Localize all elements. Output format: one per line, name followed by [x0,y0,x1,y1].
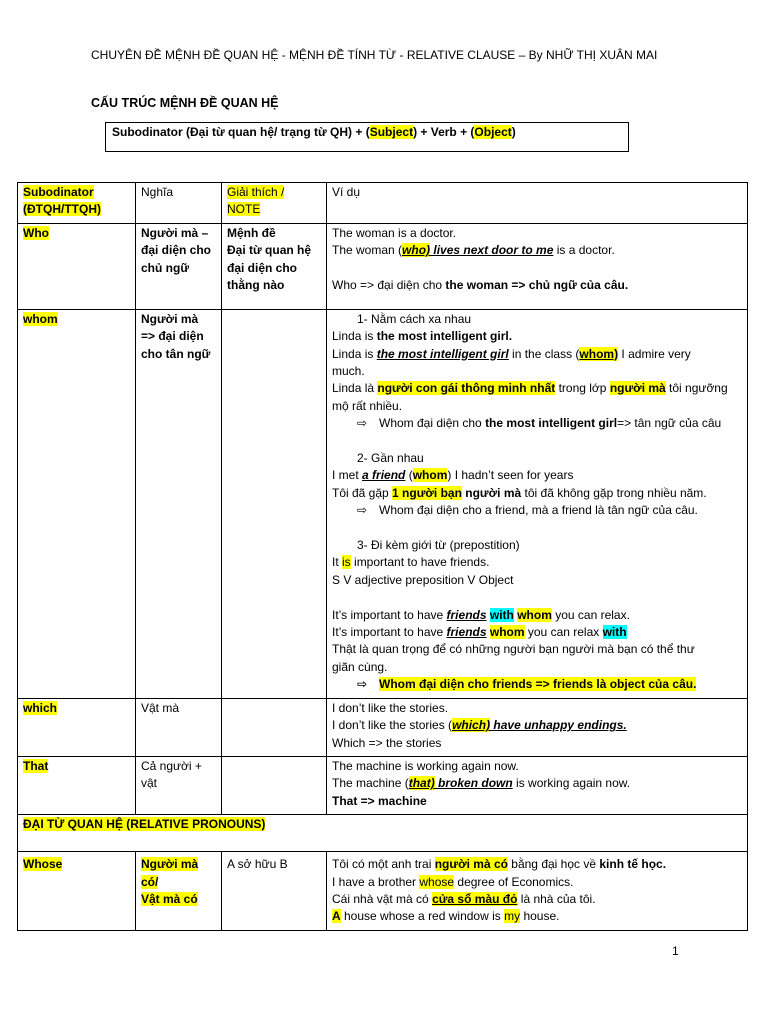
meaning-line: Người mà – [141,225,209,240]
subsection-title: 3- Đi kèm giới từ (prepostition) [357,538,520,553]
meaning-cell [136,852,222,931]
header-cell-meaning [136,183,222,224]
meaning-cell [136,756,222,814]
header-text: Ví dụ [332,185,361,199]
example-cell [327,309,748,698]
example-line: Tôi có một anh trai người mà có bằng đại học về kinh tế học. [332,857,667,872]
table-row-which [18,698,748,756]
example-line: Tôi đã gặp 1 người bạn người mà tôi đã không gặp trong nhiều năm. [332,485,707,500]
structure-object: Object [474,125,512,139]
example-line: Thật là quan trọng để có những người bạn người mà bạn có thể thư [332,642,695,657]
table-row-that [18,756,748,814]
header-cell-example [327,183,748,224]
subsection-title: 1- Nằm cách xa nhau [357,311,472,326]
structure-formula-box [105,122,629,152]
structure-part: ) + Verb + ( [413,125,475,139]
relative-clause-table [17,182,748,931]
meaning-line: Người mà [141,857,199,872]
section-label: ĐẠI TỪ QUAN HỆ (RELATIVE PRONOUNS) [23,817,266,832]
structure-part: Subodinator (Đại từ quan hệ/ trạng từ QH) + ( [112,125,370,139]
header-text: Nghĩa [141,185,174,199]
header-cell-note [222,183,327,224]
term-cell [18,852,136,931]
table-row-who [18,223,748,309]
example-line: The machine is working again now. [332,758,519,773]
table-row-whose [18,852,748,931]
section-title: CẤU TRÚC MỆNH ĐỀ QUAN HỆ [91,96,279,110]
note-cell [222,756,327,814]
example-line: The machine (that) broken down is working again now. [332,776,631,791]
header-cell-subordinator [18,183,136,224]
arrow-icon: ⇨ [357,503,368,518]
example-line: The woman (who) lives next door to me is a doctor. [332,243,615,258]
note-cell [222,309,327,698]
table-row-whom [18,309,748,698]
meaning-line: đại diện cho [141,243,212,258]
header-text: (ĐTQH/TTQH) [23,202,101,217]
example-line: S V adjective preposition V Object [332,572,514,587]
term-who: Who [23,225,49,240]
note-cell [222,698,327,756]
meaning-line: Vật mà [141,700,180,715]
meaning-line: chủ ngữ [141,260,190,275]
table-header-row [18,183,748,224]
example-line: It is important to have friends. [332,555,490,570]
example-note: ⇨ Whom đại diện cho a friend, mà a friend là tân ngữ của câu. [332,502,742,519]
note-line: A sở hữu B [227,857,288,872]
structure-part: ) [511,125,516,139]
header-text: NOTE [227,202,261,217]
arrow-icon: ⇨ [357,416,368,431]
note-line: Mệnh đề [227,225,276,240]
example-line: The woman is a doctor. [332,225,457,240]
meaning-line: cho tân ngữ [141,346,211,361]
header-text: Giải thích / [227,185,285,199]
term-that: That [23,758,49,773]
term-whom: whom [23,311,58,326]
note-cell [222,223,327,309]
meaning-line: Cả người + [141,758,202,773]
example-line: Linda is the most intelligent girl in the class (whom) I admire very [332,346,691,361]
example-line: I have a brother whose degree of Economics. [332,874,574,889]
meaning-line: Người mà [141,311,199,326]
example-line: A house whose a red window is my house. [332,909,560,924]
subsection-title: 2- Gần nhau [357,451,424,466]
note-line: thằng nào [227,278,285,293]
term-whose: Whose [23,857,63,872]
term-cell [18,223,136,309]
example-line: Linda là người con gái thông minh nhất trong lớp người mà tôi ngưỡng [332,381,728,396]
structure-subject: Subject [369,125,414,139]
document-header: CHUYÊN ĐỀ MỆNH ĐỀ QUAN HỆ - MỆNH ĐỀ TÍNH TỪ - RELATIVE CLAUSE – By NHỮ THỊ XUÂN MAI [91,48,658,62]
example-line: I don’t like the stories. [332,700,449,715]
arrow-icon: ⇨ [357,677,368,692]
example-note: ⇨ Whom đại diện cho friends => friends là object của câu. [332,676,742,693]
page-number: 1 [672,944,679,958]
example-line: I don’t like the stories (which) have unhappy endings. [332,718,627,733]
example-line: Cái nhà vật mà có cửa sổ màu đỏ là nhà của tôi. [332,891,596,906]
example-line: much. [332,364,365,379]
note-line: đại diện cho [227,260,298,275]
example-cell [327,852,748,931]
header-text: Subodinator [23,185,94,199]
meaning-line: Vật mà có [141,891,198,906]
meaning-line: vật [141,776,158,791]
example-note: ⇨ Whom đại diện cho the most intelligent girl=> tân ngữ của câu [332,415,742,432]
example-line: mộ rất nhiều. [332,398,403,413]
meaning-line: có/ [141,874,159,889]
example-line: It’s important to have friends whom you can relax with [332,625,627,640]
term-cell [18,756,136,814]
table-section-row [18,815,748,852]
example-line: giãn cùng. [332,659,388,674]
term-which: which [23,700,58,715]
example-line: That => machine [332,793,427,808]
note-cell [222,852,327,931]
example-line: Which => the stories [332,735,442,750]
meaning-cell [136,698,222,756]
meaning-cell [136,223,222,309]
note-line: Đại từ quan hệ [227,243,312,258]
example-line: I met a friend (whom) I hadn’t seen for years [332,468,574,483]
example-line: Who => đại diện cho the woman => chủ ngữ của câu. [332,278,629,293]
example-cell [327,756,748,814]
meaning-line: => đại diện [141,329,204,344]
section-cell [18,815,748,852]
example-cell [327,698,748,756]
example-line: Linda is the most intelligent girl. [332,329,513,344]
example-line: It’s important to have friends with whom you can relax. [332,607,630,622]
term-cell [18,698,136,756]
term-cell [18,309,136,698]
meaning-cell [136,309,222,698]
example-cell [327,223,748,309]
